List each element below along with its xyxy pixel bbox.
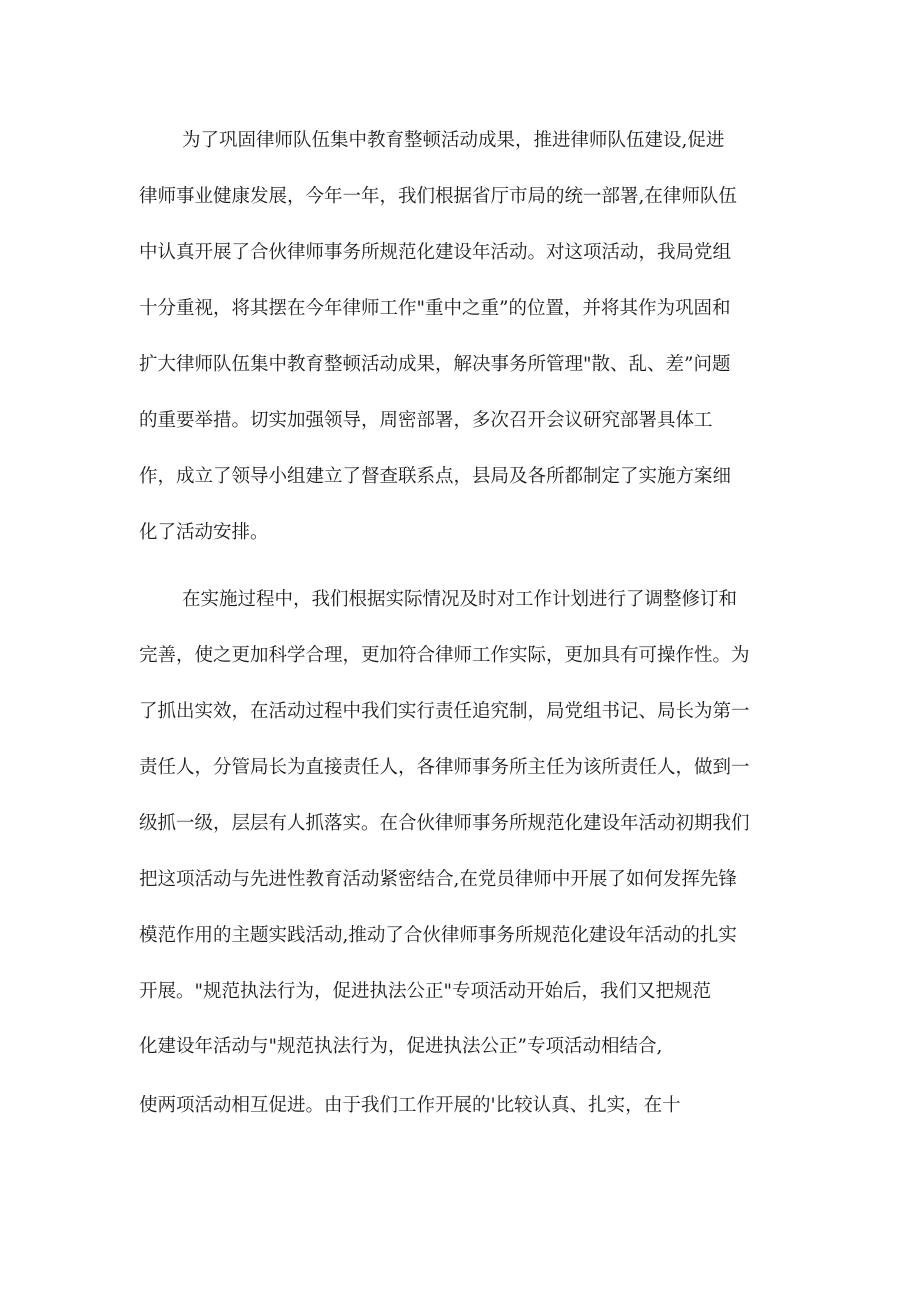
text-line: 律师事业健康发展，今年一年，我们根据省厅市局的统一部署,在律师队伍 [139,186,737,207]
text-line: 模范作用的主题实践活动,推动了合伙律师事务所规范化建设年活动的扎实 [139,925,737,946]
text-line: 化建设年活动与"规范执法行为，促进执法公正”专项活动相结合, [139,1036,663,1057]
text-line: 责任人，分管局长为直接责任人，各律师事务所主任为该所责任人，做到一 [139,757,750,778]
text-line: 作，成立了领导小组建立了督查联系点，县局及各所都制定了实施方案细 [139,466,732,487]
text-line: 十分重视，将其摆在今年律师工作"重中之重”的位置，并将其作为巩固和 [139,298,731,319]
text-line: 中认真开展了合伙律师事务所规范化建设年活动。对这项活动，我局党组 [139,242,732,263]
text-line: 的重要举措。切实加强领导，周密部署，多次召开会议研究部署具体工 [139,410,713,431]
text-line: 为了巩固律师队伍集中教育整顿活动成果，推进律师队伍建设,促进 [182,130,725,151]
text-line: 扩大律师队伍集中教育整顿活动成果，解决事务所管理"散、乱、差”问题 [139,354,731,375]
text-line: 化了活动安排。 [139,522,269,543]
text-line: 级抓一级，层层有人抓落实。在合伙律师事务所规范化建设年活动初期我们 [139,813,750,834]
text-line: 把这项活动与先进性教育活动紧密结合,在党员律师中开展了如何发挥先锋 [139,869,737,890]
text-line: 开展。"规范执法行为，促进执法公正"专项活动开始后，我们又把规范 [139,981,712,1002]
text-line: 在实施过程中，我们根据实际情况及时对工作计划进行了调整修订和 [182,589,738,610]
text-line: 了抓出实效，在活动过程中我们实行责任追究制，局党组书记、局长为第一 [139,701,750,722]
text-line: 使两项活动相互促进。由于我们工作开展的'比较认真、扎实，在十 [139,1095,681,1116]
text-line: 完善，使之更加科学合理，更加符合律师工作实际，更加具有可操作性。为 [139,645,750,666]
